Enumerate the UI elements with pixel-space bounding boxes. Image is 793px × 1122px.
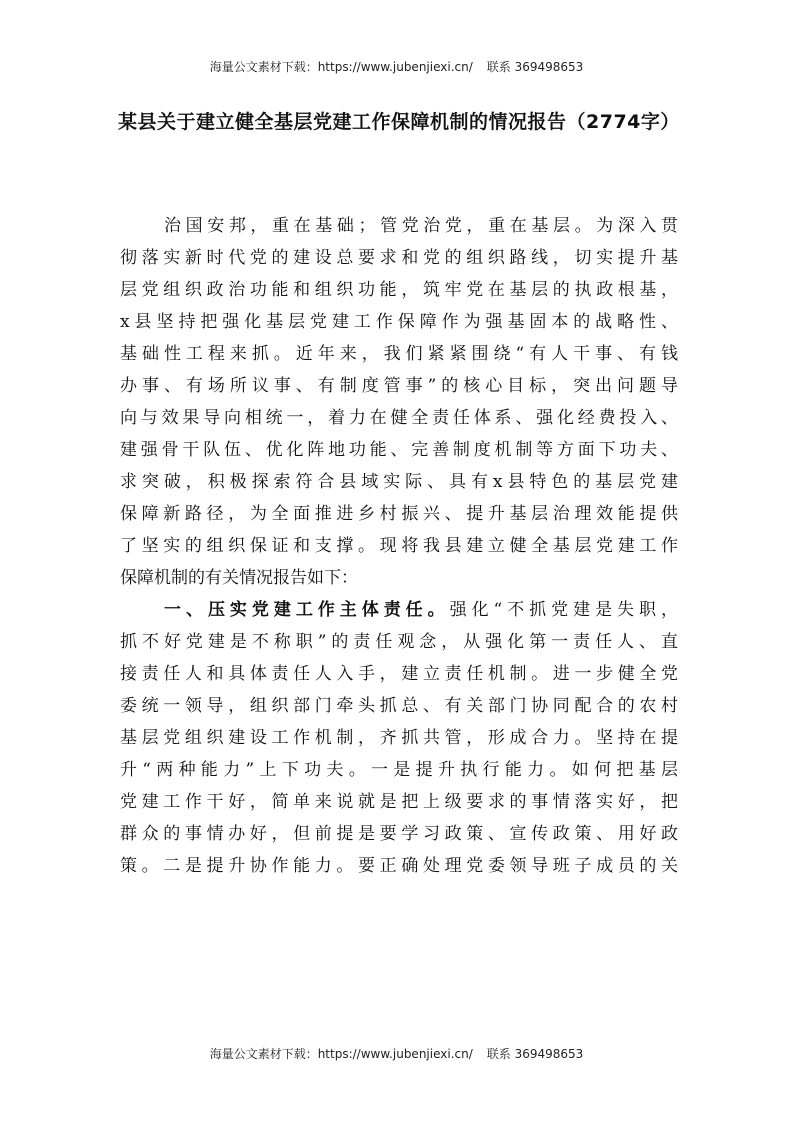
- paragraph-line: 保障新路径，为全面推进乡村振兴、提升基层治理效能提供: [120, 504, 678, 524]
- paragraph-line: 保障机制的有关情况报告如下：: [120, 568, 358, 588]
- document-title: 某县关于建立健全基层党建工作保障机制的情况报告（2774字）: [118, 111, 680, 133]
- section-1-first-line: [120, 594, 678, 626]
- paragraph-line: 抓不好党建是不称职”的责任观念，从强化第一责任人、直: [120, 632, 678, 652]
- paragraph-line: 委统一领导，组织部门牵头抓总、有关部门协同配合的农村: [120, 696, 678, 716]
- page-footer: [0, 1045, 793, 1062]
- paragraph-line: 群众的事情办好，但前提是要学习政策、宣传政策、用好政: [120, 824, 678, 844]
- page-header: [0, 58, 793, 75]
- paragraph-line: 办事、有场所议事、有制度管事”的核心目标，突出问题导: [120, 376, 678, 396]
- paragraph-line: 基础性工程来抓。近年来，我们紧紧围绕“有人干事、有钱: [120, 344, 678, 364]
- footer-contact-text: 联系 369498653: [486, 1047, 584, 1061]
- paragraph-line: 升“两种能力”上下功夫。一是提升执行能力。如何把基层: [120, 760, 678, 780]
- paragraph-line: 向与效果导向相统一，着力在健全责任体系、强化经费投入、: [120, 408, 678, 428]
- paragraph-line: 基层党组织建设工作机制，齐抓共管，形成合力。坚持在提: [120, 728, 678, 748]
- header-download-text: 海量公文素材下载：https://www.jubenjiexi.cn/: [209, 60, 473, 74]
- paragraph-line: 建强骨干队伍、优化阵地功能、完善制度机制等方面下功夫、: [120, 440, 678, 460]
- paragraph-line: x县坚持把强化基层党建工作保障作为强基固本的战略性、: [120, 312, 678, 332]
- paragraph-line: 求突破，积极探索符合县域实际、具有x县特色的基层党建: [120, 472, 678, 492]
- paragraph-line: 层党组织政治功能和组织功能，筑牢党在基层的执政根基，: [120, 280, 678, 300]
- section-1-heading: 一、压实党建工作主体责任。: [164, 600, 450, 620]
- document-body: [120, 210, 678, 882]
- paragraph-line: 接责任人和具体责任人入手，建立责任机制。进一步健全党: [120, 664, 678, 684]
- paragraph-line: 彻落实新时代党的建设总要求和党的组织路线，切实提升基: [120, 248, 678, 268]
- paragraph-line: 了坚实的组织保证和支撑。现将我县建立健全基层党建工作: [120, 536, 678, 556]
- header-contact-text: 联系 369498653: [486, 60, 584, 74]
- footer-download-text: 海量公文素材下载：https://www.jubenjiexi.cn/: [209, 1047, 473, 1061]
- paragraph-line: 党建工作干好，简单来说就是把上级要求的事情落实好，把: [120, 792, 678, 812]
- paragraph-line: 治国安邦，重在基础；管党治党，重在基层。为深入贯: [164, 216, 678, 236]
- section-1-first-text: 强化“不抓党建是失职，: [449, 600, 678, 620]
- paragraph-line: 策。二是提升协作能力。要正确处理党委领导班子成员的关: [120, 856, 678, 876]
